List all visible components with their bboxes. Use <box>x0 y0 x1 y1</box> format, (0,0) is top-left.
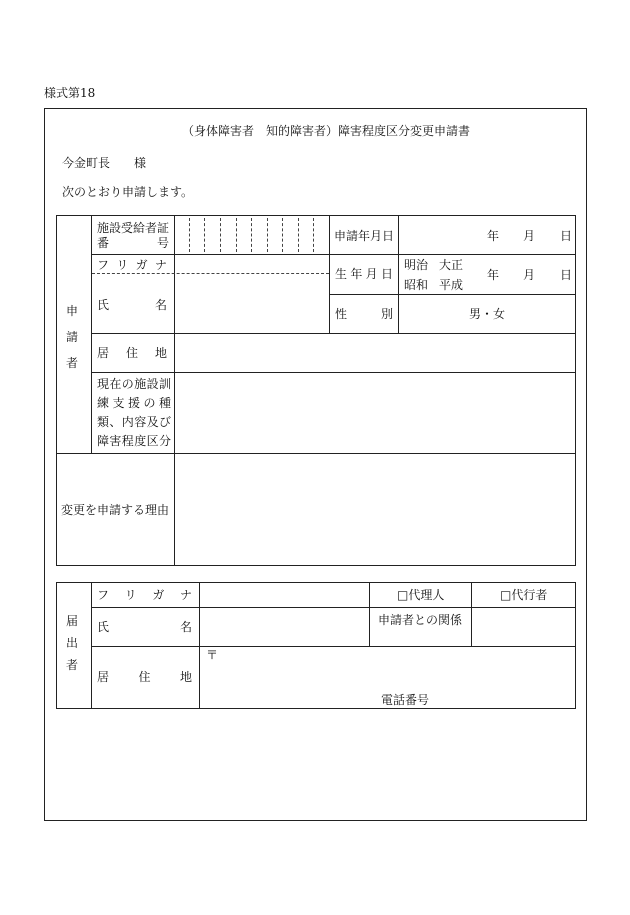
cert-number-label: 施設受給者証 <box>97 221 170 235</box>
addressee: 今金町長 様 <box>62 156 147 170</box>
form-title: （身体障害者 知的障害者）障害程度区分変更申請書 <box>182 124 471 138</box>
applicant-name-label: 氏 名 <box>97 298 167 312</box>
intro-text: 次のとおり申請します。 <box>62 185 194 199</box>
current-service-label-4: 障害程度区分 <box>97 434 171 448</box>
applicant-furigana-label: フ リ ガ ナ <box>97 258 167 272</box>
birth-year-label: 年 <box>487 268 500 282</box>
notifier-furigana-label: フ リ ガ ナ <box>97 588 192 602</box>
current-service-label-1: 現在の施設訓 <box>97 377 171 391</box>
sex-label: 性 別 <box>335 307 393 321</box>
change-reason-label: 変更を申請する理由 <box>61 503 170 517</box>
agent-checkbox[interactable]: □代理人 <box>397 588 445 602</box>
notifier-address-label: 居 住 地 <box>97 670 192 684</box>
era-meiji: 明治 <box>404 258 429 272</box>
applicant-address-label: 居 住 地 <box>97 346 167 360</box>
relation-label: 申請者との関係 <box>378 613 463 627</box>
month-label: 月 <box>523 229 536 243</box>
sex-value: 男・女 <box>469 307 506 321</box>
current-service-label-2: 練支援の種 <box>97 396 171 410</box>
day-label: 日 <box>560 229 573 243</box>
postal-mark: 〒 <box>206 648 219 662</box>
notifier-name-label: 氏 名 <box>97 620 192 634</box>
birthdate-label: 生 年 月 日 <box>335 267 393 281</box>
phone-label: 電話番号 <box>381 693 430 707</box>
current-service-label-3: 類、内容及び <box>97 415 171 429</box>
form-number: 様式第18 <box>44 86 96 100</box>
birth-month-label: 月 <box>523 268 536 282</box>
era-showa: 昭和 <box>404 278 429 292</box>
era-taisho: 大正 <box>439 258 464 272</box>
proxy-checkbox[interactable]: □代行者 <box>500 588 548 602</box>
notifier-section-label: 届 出 者 <box>66 614 79 672</box>
application-date-label: 申請年月日 <box>334 229 395 243</box>
era-heisei: 平成 <box>439 278 464 292</box>
birth-day-label: 日 <box>560 268 573 282</box>
cert-number-label-2: 番 号 <box>97 236 169 250</box>
year-label: 年 <box>487 229 500 243</box>
applicant-section-label: 申 請 者 <box>66 304 79 370</box>
